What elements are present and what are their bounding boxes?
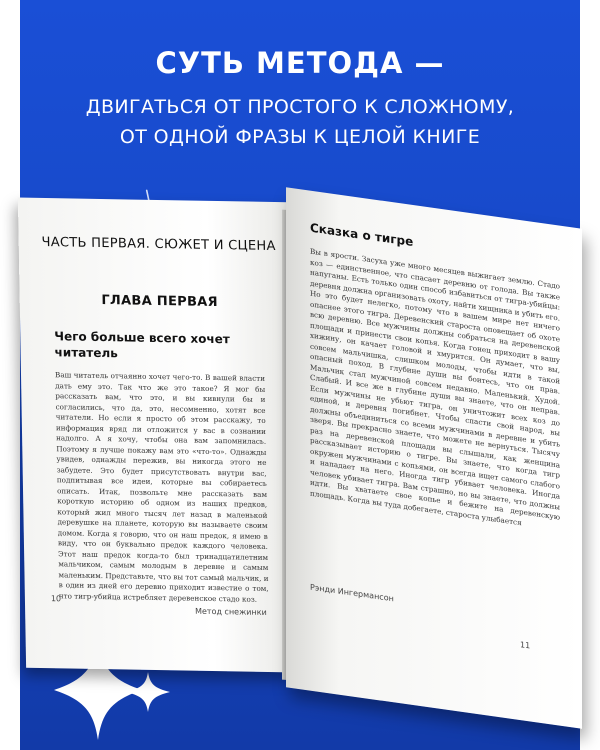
part-heading: ЧАСТЬ ПЕРВАЯ. СЮЖЕТ И СЦЕНА [41, 234, 276, 255]
section-heading: Чего больше всего хочет читатель [54, 329, 230, 361]
sparkle-small-icon [126, 672, 170, 712]
poster-title: СУТЬ МЕТОДА — [155, 46, 445, 80]
sparkle-large-icon [54, 640, 142, 740]
story-title: Сказка о тигре [310, 220, 414, 250]
poster-subtitle-line-1: ДВИГАТЬСЯ ОТ ПРОСТОГО К СЛОЖНОМУ, [85, 96, 515, 118]
poster-subtitle-line-2: ОТ ОДНОЙ ФРАЗЫ К ЦЕЛОЙ КНИГЕ [119, 126, 481, 148]
right-page-number: 11 [520, 640, 531, 651]
right-running-head: Рэнди Ингермансон [310, 582, 394, 604]
left-page-body-text: Ваш читатель отчаянно хочет чего-то. В вашей власти дать ему это. Так что же это такое? Я мог бы рассказать вам, что это, и вы кивнули бы и согласились, что да, это, несомненно, хотят все читатели. Но если я просто об этом расскажу, то информация вряд ли отложится у вас в сознании надолго. А я хочу, чтобы она вам запомнилась. Поэтому я лучше покажу вам это «что-то». Однажды увидев, однажды пережив, вы никогда этого не забудете. Это будет присутствовать внутри вас, подпитывая все идеи, которые вы собираетесь описать. Итак, позвольте мне рассказать вам короткую историю об одном из наших предков, который жил много тысяч лет назад в маленькой деревушке на планете, которую вы называете своим домом. Когда я говорю, что он наш предок, я имею в виду, что он буквально предок каждого человека. Этот наш предок когда-то был тринадцатилетним мальчиком, самым молодым в деревне и самым маленьким. Представьте, что вы тот самый мальчик, и в один из дней его деревно приходит известие о том, что тигр-убийца истребляет деревенское стадо коз. [54, 370, 269, 604]
poster-background [20, 0, 580, 750]
right-page-body-text: Вы в ярости. Засуха уже много месяцев выжигает землю. Стадо коз — единственное, что спасает деревню от голода. Вы также напуганы. Есть только один способ избавиться от тигра-убийцы: деревня должна организовать охоту, найти хищника и убить его. Но это будет нелегко, потому что в вашем мире нет ничего опаснее этого тигра. Деревенский староста оповещает об охоте всю деревню. Все мужчины должны собраться на деревенской площади и принести свои копья. Когда гонец приходит в вашу хижину, он качает головой и хмурится. Он думает, что вы, совсем мальчишка, слишком молоды, чтобы идти в такой опасный поход. В глубине души вы боитесь, что он прав. Мальчик стал мужчиной совсем недавно. Маленький. Худой. Слабый. И все же в глубине души вы знаете, что он неправ. Если мужчины не убьют тигра, он уничтожит всех коз до единой, и деревня погибнет. Чтобы спасти свой народ, вы должны объединиться со всеми мужчинами в деревне и убить зверя. Вы прекрасно знаете, что можете не вернуться. Тысячу раз на деревенской площади вы слышали, как женщина рассказывает историю о тигре. Вы знаете, что когда тигр окружен мужчинами с копьями, он всегда ищет самого слабого и нападает на него. Иногда тигр убивает человека. Иногда человек убивает тигра. Вам страшно, но вы знаете, что должны идти. Вы хватаете свое копье и бежите на деревенскую площадь. Когда вы туда добегаете, староста улыбается [310, 246, 560, 527]
chapter-heading: ГЛАВА ПЕРВАЯ [101, 293, 219, 311]
left-page-number: 10 [50, 594, 62, 604]
sparkles [20, 0, 580, 750]
left-running-head: Метод снежинки [194, 606, 267, 617]
